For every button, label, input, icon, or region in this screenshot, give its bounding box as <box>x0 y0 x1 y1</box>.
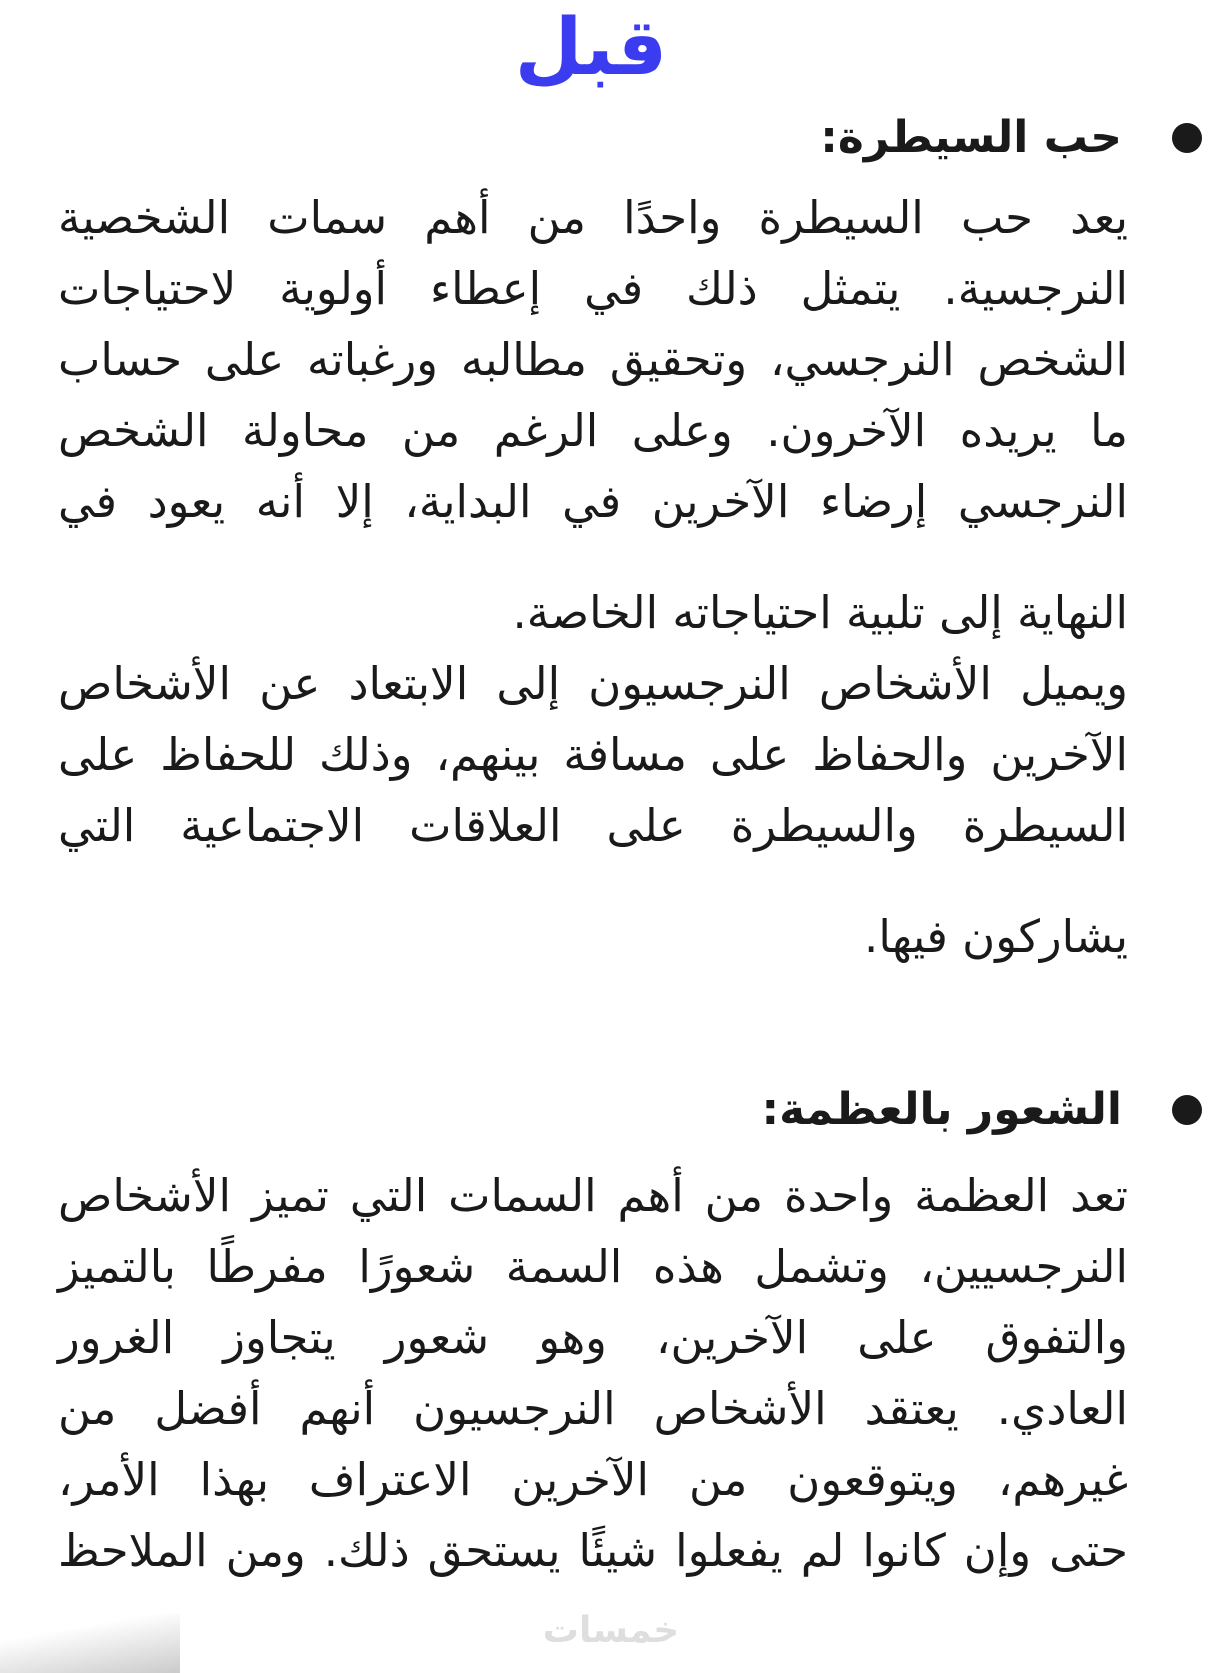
paragraph-line: ما يريده الآخرون. وعلى الرغم من محاولة الشخص <box>58 404 1128 457</box>
section-heading-greatness <box>0 1080 1222 1140</box>
bullet-icon <box>1172 123 1202 153</box>
section-heading-label: الشعور بالعظمة: <box>761 1084 1122 1135</box>
page-title: قبل <box>514 3 668 93</box>
bullet-icon <box>1172 1095 1202 1125</box>
paragraph <box>58 648 1128 972</box>
paragraph-line: حتى وإن كانوا لم يفعلوا شيئًا يستحق ذلك. ومن الملاحظ <box>58 1524 1128 1577</box>
paragraph-line: الشخص النرجسي، وتحقيق مطالبه ورغباته على حساب <box>58 333 1128 386</box>
paragraph-line: النرجسيين، وتشمل هذه السمة شعورًا مفرطًا بالتميز <box>58 1240 1128 1293</box>
page-curl-shadow <box>0 1613 180 1673</box>
paragraph-line: الآخرين والحفاظ على مسافة بينهم، وذلك للحفاظ على <box>58 728 1128 781</box>
paragraph-line: العادي. يعتقد الأشخاص النرجسيون أنهم أفضل من <box>58 1382 1128 1435</box>
section-heading-label: حب السيطرة: <box>820 112 1122 163</box>
paragraph-line: يشاركون فيها. <box>864 910 1128 963</box>
paragraph <box>58 1160 1128 1586</box>
paragraph <box>58 182 1128 648</box>
paragraph-line: النرجسية. يتمثل ذلك في إعطاء أولوية لاحتياجات <box>58 262 1128 315</box>
paragraph-line: النهاية إلى تلبية احتياجاته الخاصة. <box>512 586 1128 639</box>
paragraph-line: تعد العظمة واحدة من أهم السمات التي تميز الأشخاص <box>58 1169 1128 1222</box>
paragraph-line: يعد حب السيطرة واحدًا من أهم سمات الشخصية <box>58 191 1128 244</box>
paragraph-line: والتفوق على الآخرين، وهو شعور يتجاوز الغرور <box>58 1311 1128 1364</box>
paragraph-line: غيرهم، ويتوقعون من الآخرين الاعتراف بهذا الأمر، <box>58 1453 1128 1506</box>
section-heading-control <box>0 108 1222 168</box>
paragraph-line: النرجسي إرضاء الآخرين في البداية، إلا أنه يعود في <box>58 475 1128 528</box>
watermark-logo: خمسات <box>542 1610 680 1651</box>
paragraph-line: السيطرة والسيطرة على العلاقات الاجتماعية التي <box>58 799 1128 852</box>
paragraph-line: ويميل الأشخاص النرجسيون إلى الابتعاد عن الأشخاص <box>58 657 1128 710</box>
